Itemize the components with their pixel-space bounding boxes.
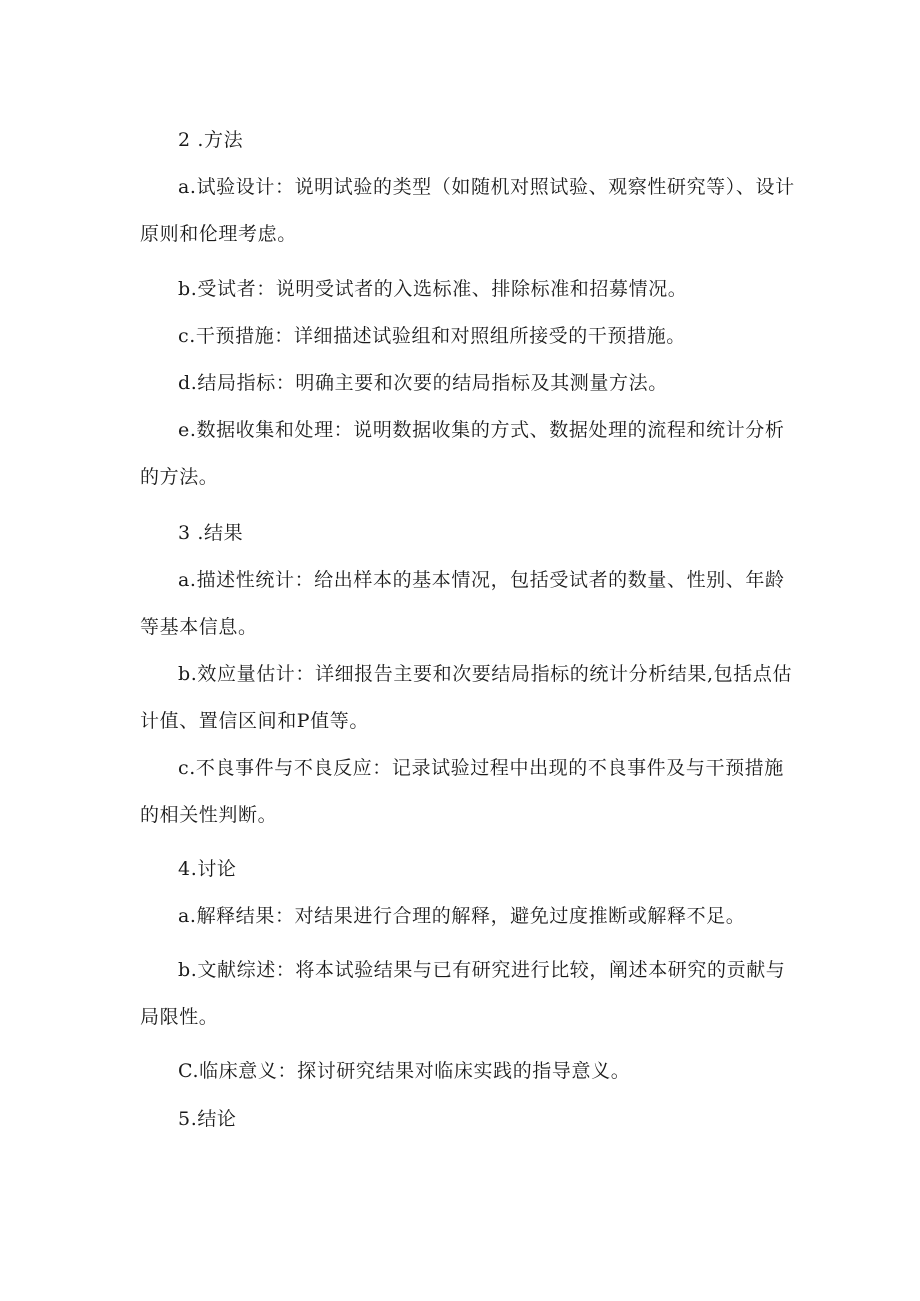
section-heading-conclusion: 5.结论	[178, 1108, 237, 1130]
paragraph-interventions: c.干预措施：详细描述试验组和对照组所接受的干预措施。	[178, 325, 686, 347]
paragraph-data-collection: e.数据收集和处理：说明数据收集的方式、数据处理的流程和统计分析的方法。	[140, 419, 785, 488]
section-heading-methods: 2 .方法	[178, 129, 244, 151]
paragraph-trial-design: a.试验设计：说明试验的类型（如随机对照试验、观察性研究等）、设计原则和伦理考虑。	[140, 176, 795, 245]
paragraph-descriptive-stats: a.描述性统计：给出样本的基本情况，包括受试者的数量、性别、年龄等基本信息。	[140, 569, 785, 638]
paragraph-outcomes: d.结局指标：明确主要和次要的结局指标及其测量方法。	[178, 372, 668, 394]
paragraph-effect-size: b.效应量估计：详细报告主要和次要结局指标的统计分析结果,包括点估计值、置信区间和P值等。	[140, 663, 793, 732]
section-heading-discussion: 4.讨论	[178, 858, 237, 880]
paragraph-literature-review: b.文献综述：将本试验结果与已有研究进行比较，阐述本研究的贡献与局限性。	[140, 959, 786, 1028]
paragraph-participants: b.受试者：说明受试者的入选标准、排除标准和招募情况。	[178, 278, 688, 300]
paragraph-adverse-events: c.不良事件与不良反应：记录试验过程中出现的不良事件及与干预措施的相关性判断。	[140, 757, 784, 826]
section-heading-results: 3 .结果	[178, 522, 244, 544]
paragraph-clinical-significance: C.临床意义：探讨研究结果对临床实践的指导意义。	[178, 1060, 631, 1082]
paragraph-interpretation: a.解释结果：对结果进行合理的解释，避免过度推断或解释不足。	[178, 905, 746, 927]
